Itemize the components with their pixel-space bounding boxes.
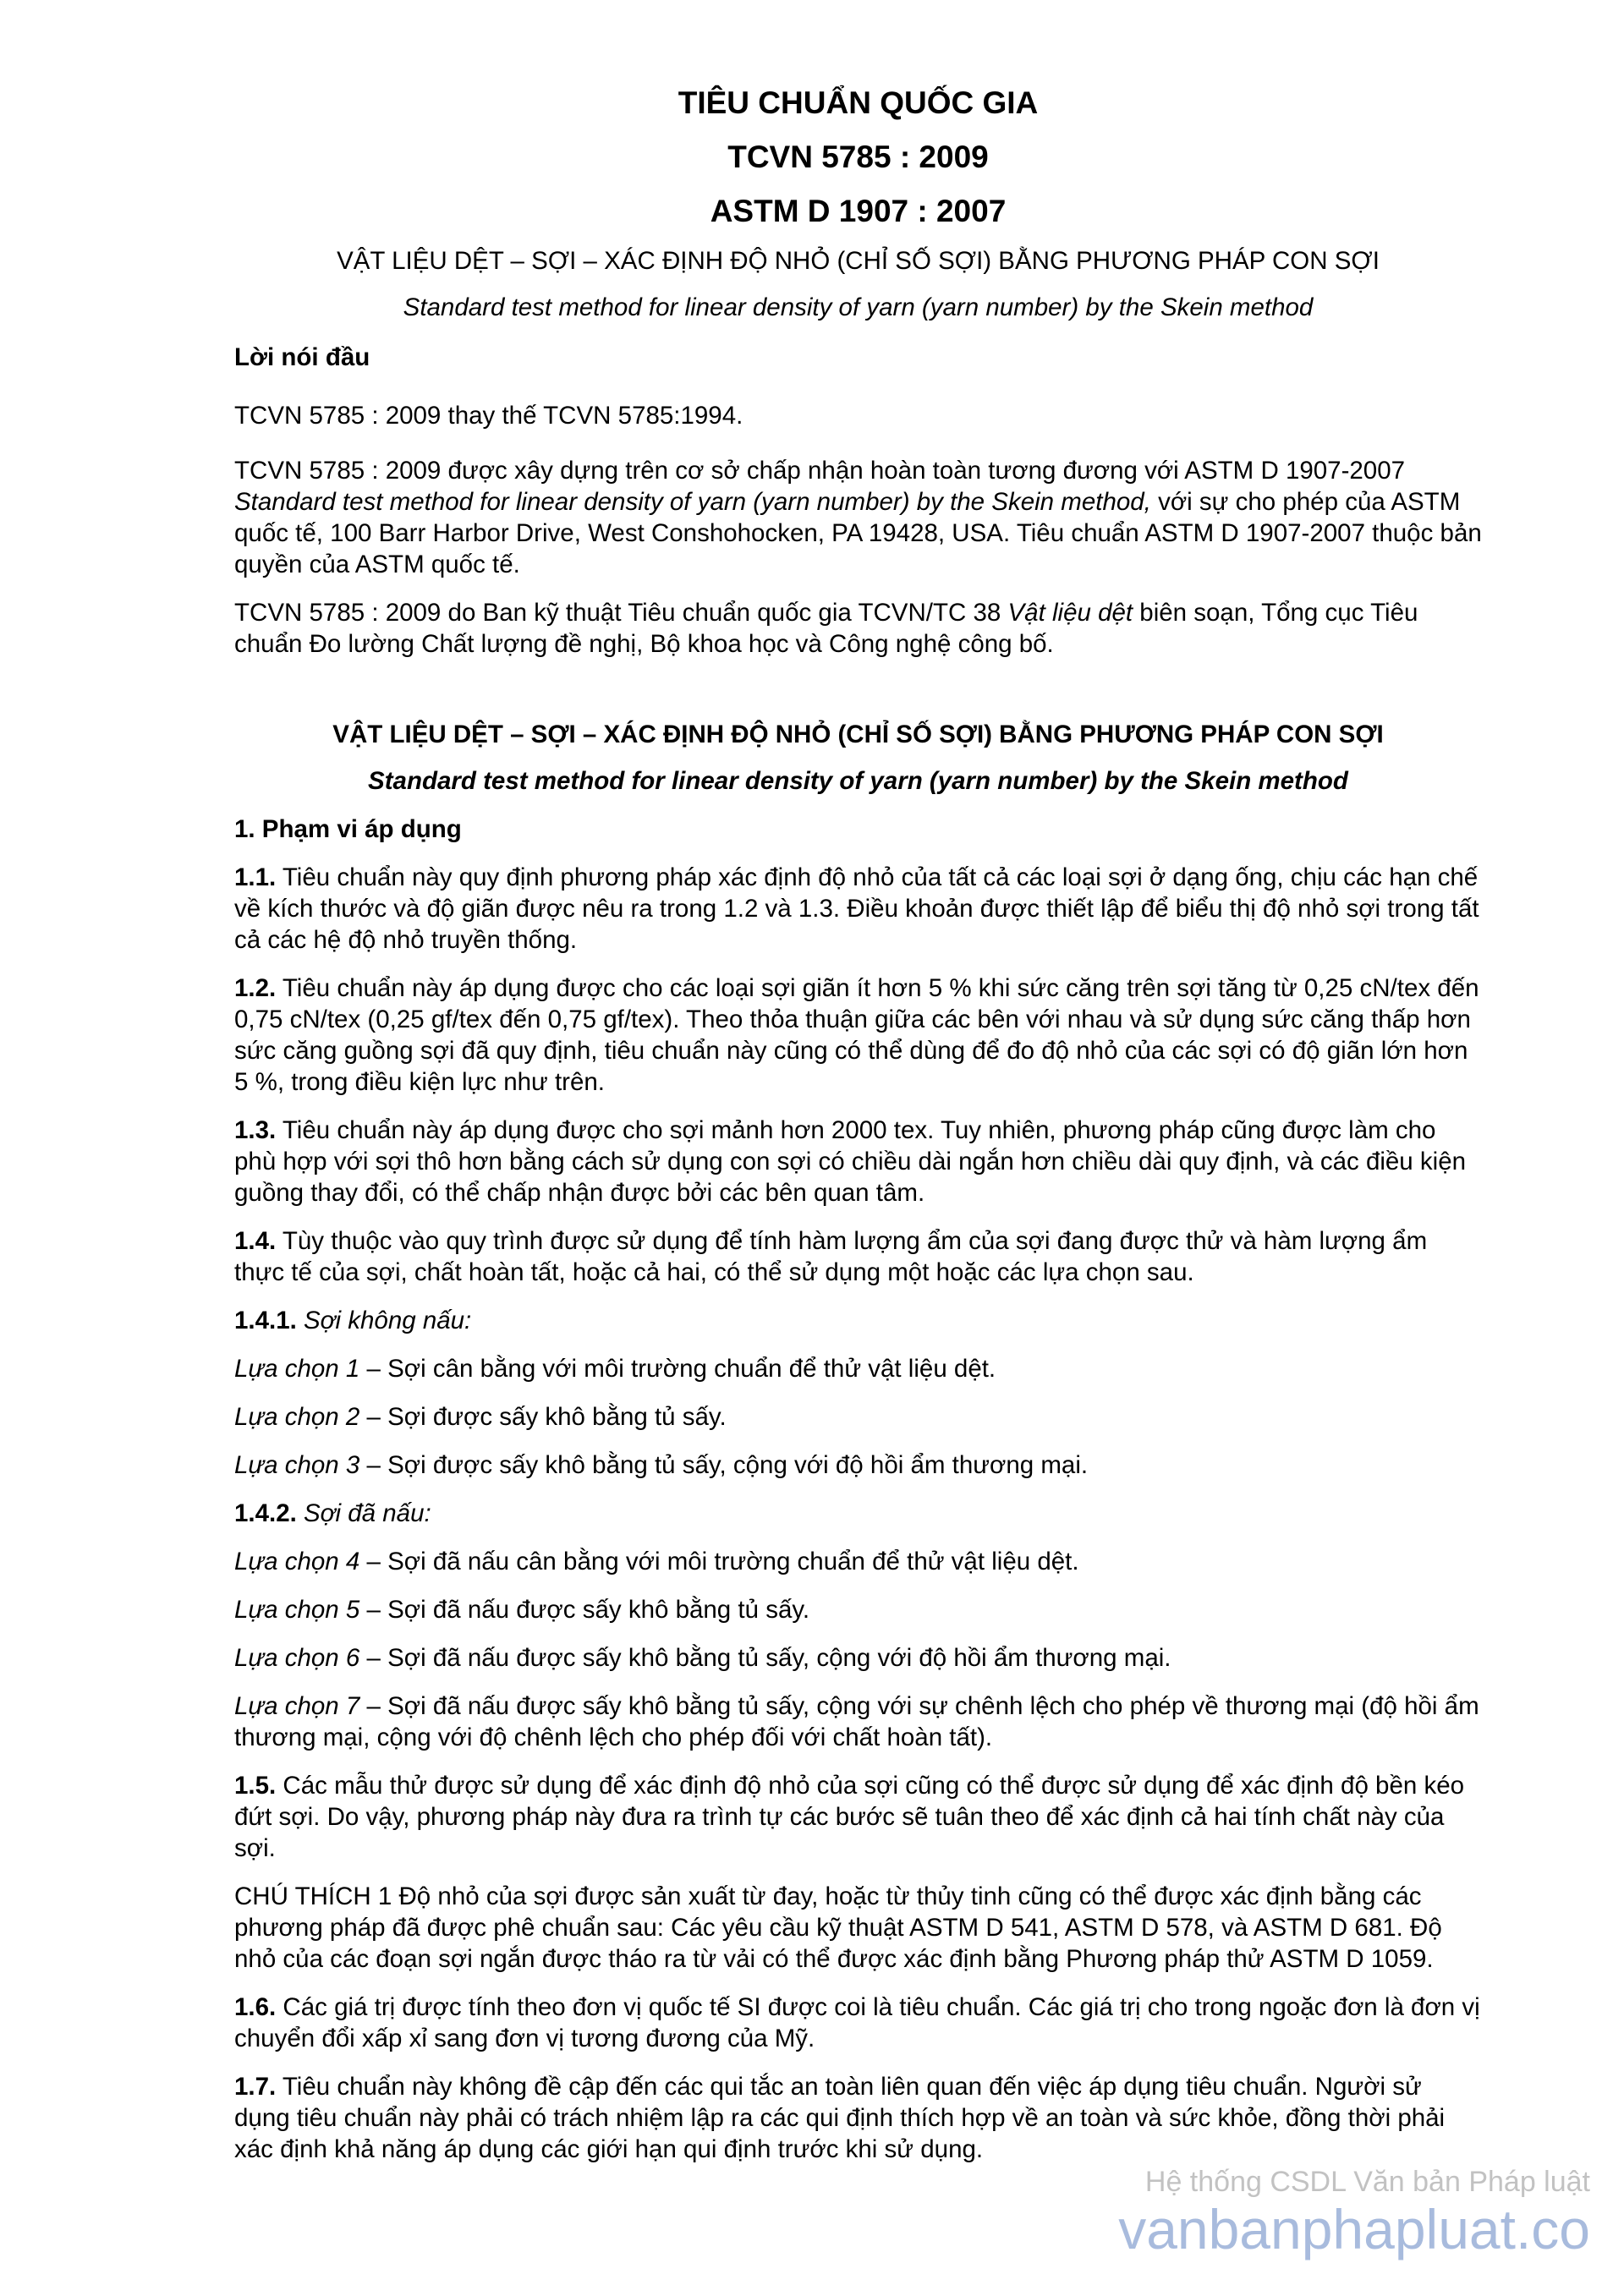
clause-text: Tiêu chuẩn này không đề cập đến các qui tắc an toàn liên quan đến việc áp dụng tiêu chuẩn. Người sử dụng tiêu chuẩn này phải có trách nhiệm lập ra các qui định thích hợp về an toàn và sức khỏe, đồng thời phải xác định khả năng áp dụng các giới hạn qui định trước khi sử dụng.: [234, 2073, 1446, 2163]
option-text: – Sợi cân bằng với môi trường chuẩn để thử vật liệu dệt.: [359, 1355, 996, 1383]
clause-number: 1.2.: [234, 974, 277, 1002]
foreword-p2-text-a: TCVN 5785 : 2009 được xây dựng trên cơ sở chấp nhận hoàn toàn tương đương với ASTM D 1907-2007: [234, 457, 1406, 485]
body-title-en: Standard test method for linear density of yarn (yarn number) by the Skein method: [368, 767, 1348, 795]
option-item: [234, 1401, 1482, 1433]
clause-number: 1.4.2.: [234, 1499, 297, 1527]
foreword-p3-text-a: TCVN 5785 : 2009 do Ban kỹ thuật Tiêu chuẩn quốc gia TCVN/TC 38: [234, 599, 1008, 627]
clause-1-6: [234, 1992, 1482, 2054]
clause-1-1: [234, 862, 1482, 956]
clause-text: Tiêu chuẩn này áp dụng được cho sợi mảnh hơn 2000 tex. Tuy nhiên, phương pháp cũng được làm cho phù hợp với sợi thô hơn bằng cách sử dụng con sợi có chiều dài ngắn hơn chiều dài quy định, và các điều kiện guồng thay đổi, có thể chấp nhận được bởi các bên quan tâm.: [234, 1116, 1467, 1207]
option-item: [234, 1690, 1482, 1753]
body-title-vi: VẬT LIỆU DỆT – SỢI – XÁC ĐỊNH ĐỘ NHỎ (CHỈ SỐ SỢI) BẰNG PHƯƠNG PHÁP CON SỢI: [332, 721, 1384, 748]
option-text: – Sợi đã nấu được sấy khô bằng tủ sấy, cộng với sự chênh lệch cho phép về thương mại (độ hồi ẩm thương mại, cộng với độ chênh lệch cho phép đối với chất hoàn tất).: [234, 1692, 1479, 1751]
option-label: Lựa chọn 1: [234, 1355, 360, 1383]
option-text: – Sợi đã nấu được sấy khô bằng tủ sấy, cộng với độ hồi ẩm thương mại.: [359, 1644, 1171, 1672]
option-text: – Sợi được sấy khô bằng tủ sấy, cộng với độ hồi ẩm thương mại.: [359, 1451, 1089, 1479]
clause-text: Tùy thuộc vào quy trình được sử dụng để tính hàm lượng ẩm của sợi đang được thử và hàm lượng ẩm thực tế của sợi, chất hoàn tất, hoặc cả hai, có thể sử dụng một hoặc các lựa chọn sau.: [234, 1227, 1428, 1286]
option-label: Lựa chọn 7: [234, 1692, 360, 1720]
foreword-paragraph-1: TCVN 5785 : 2009 thay thế TCVN 5785:1994.: [234, 402, 743, 430]
note-1: CHÚ THÍCH 1 Độ nhỏ của sợi được sản xuất từ đay, hoặc từ thủy tinh cũng có thể được xác định bằng các phương pháp đã được phê chuẩn sau: Các yêu cầu kỹ thuật ASTM D 541, ASTM D 578, và ASTM D 681. Độ nhỏ của các đoạn sợi ngắn được tháo ra từ vải có thể được xác định bằng Phương pháp thử ASTM D 1059.: [234, 1882, 1442, 1973]
clause-text: Các mẫu thử được sử dụng để xác định độ nhỏ của sợi cũng có thể được sử dụng để xác định độ bền kéo đứt sợi. Do vậy, phương pháp này đưa ra trình tự các bước sẽ tuân theo để xác định cả hai tính chất này của sợi.: [234, 1772, 1465, 1862]
document-subtitle-en: Standard test method for linear density of yarn (yarn number) by the Skein method: [403, 293, 1314, 321]
standard-number: TCVN 5785 : 2009: [727, 140, 989, 174]
foreword-p3-text-c: biên soạn, Tổng cục Tiêu chuẩn Đo lường Chất lượng đề nghị, Bộ khoa học và Công nghệ công bố.: [234, 599, 1418, 658]
option-label: Lựa chọn 4: [234, 1548, 360, 1575]
option-label: Lựa chọn 2: [234, 1403, 360, 1431]
option-item: [234, 1353, 1482, 1384]
option-item: [234, 1642, 1482, 1674]
foreword-p2-text-c: với sự cho phép của ASTM quốc tế, 100 Barr Harbor Drive, West Conshohocken, PA 19428, USA. Tiêu chuẩn ASTM D 1907-2007 thuộc bản quyền của ASTM quốc tế.: [234, 488, 1482, 578]
clause-number: 1.6.: [234, 1993, 277, 2021]
clause-1-2: [234, 973, 1482, 1098]
clause-text: Tiêu chuẩn này quy định phương pháp xác định độ nhỏ của tất cả các loại sợi ở dạng ống, chịu các hạn chế về kích thước và độ giãn được nêu ra trong 1.2 và 1.3. Điều khoản được thiết lập để biểu thị độ nhỏ sợi trong tất cả các hệ độ nhỏ truyền thống.: [234, 863, 1479, 954]
clause-text: Tiêu chuẩn này áp dụng được cho các loại sợi giãn ít hơn 5 % khi sức căng trên sợi tăng từ 0,25 cN/tex đến 0,75 cN/tex (0,25 gf/tex đến 0,75 gf/tex). Theo thỏa thuận giữa các bên với nhau và sử dụng sức căng thấp hơn sức căng guồng sợi đã quy định, tiêu chuẩn này cũng có thể dùng để đo độ nhỏ của các sợi có độ giãn lớn hơn 5 %, trong điều kiện lực như trên.: [234, 974, 1479, 1096]
foreword-heading: Lời nói đầu: [234, 343, 370, 371]
clause-number: 1.7.: [234, 2073, 277, 2101]
option-item: [234, 1594, 1482, 1625]
astm-number: ASTM D 1907 : 2007: [710, 194, 1007, 228]
document-content: [234, 85, 1482, 2165]
clause-text: Sợi không nấu:: [296, 1307, 472, 1334]
section-1-heading: 1. Phạm vi áp dụng: [234, 815, 462, 843]
option-label: Lựa chọn 3: [234, 1451, 360, 1479]
foreword-p2-title: Standard test method for linear density of yarn (yarn number) by the Skein method,: [234, 488, 1151, 516]
document-subtitle-vi: VẬT LIỆU DỆT – SỢI – XÁC ĐỊNH ĐỘ NHỎ (CHỈ SỐ SỢI) BẰNG PHƯƠNG PHÁP CON SỢI: [337, 247, 1380, 275]
clause-text: Sợi đã nấu:: [296, 1499, 431, 1527]
clause-number: 1.3.: [234, 1116, 277, 1144]
option-text: – Sợi đã nấu được sấy khô bằng tủ sấy.: [359, 1596, 810, 1624]
foreword-p3-committee: Vật liệu dệt: [1007, 599, 1133, 627]
option-text: – Sợi được sấy khô bằng tủ sấy.: [359, 1403, 727, 1431]
clause-1-4: [234, 1225, 1482, 1288]
clause-number: 1.5.: [234, 1772, 277, 1800]
clause-number: 1.4.: [234, 1227, 277, 1255]
option-label: Lựa chọn 5: [234, 1596, 360, 1624]
foreword-paragraph-3: [234, 597, 1482, 660]
option-item: [234, 1449, 1482, 1481]
option-item: [234, 1546, 1482, 1577]
clause-1-3: [234, 1115, 1482, 1208]
watermark-domain: vanbanphapluat.co: [1118, 2198, 1590, 2260]
site-watermark: [1118, 2165, 1590, 2260]
clause-1-4-1: [234, 1305, 1482, 1336]
standard-title: TIÊU CHUẨN QUỐC GIA: [678, 85, 1039, 120]
foreword-paragraph-2: [234, 455, 1482, 580]
clause-number: 1.4.1.: [234, 1307, 297, 1334]
clause-1-7: [234, 2071, 1482, 2165]
option-text: – Sợi đã nấu cân bằng với môi trường chuẩn để thử vật liệu dệt.: [359, 1548, 1079, 1575]
clause-1-5: [234, 1770, 1482, 1864]
clause-number: 1.1.: [234, 863, 277, 891]
option-label: Lựa chọn 6: [234, 1644, 360, 1672]
watermark-caption: Hệ thống CSDL Văn bản Pháp luật: [1144, 2166, 1590, 2198]
clause-text: Các giá trị được tính theo đơn vị quốc tế SI được coi là tiêu chuẩn. Các giá trị cho trong ngoặc đơn là đơn vị chuyển đổi xấp xỉ sang đơn vị tương đương của Mỹ.: [234, 1993, 1480, 2052]
clause-1-4-2: [234, 1498, 1482, 1529]
